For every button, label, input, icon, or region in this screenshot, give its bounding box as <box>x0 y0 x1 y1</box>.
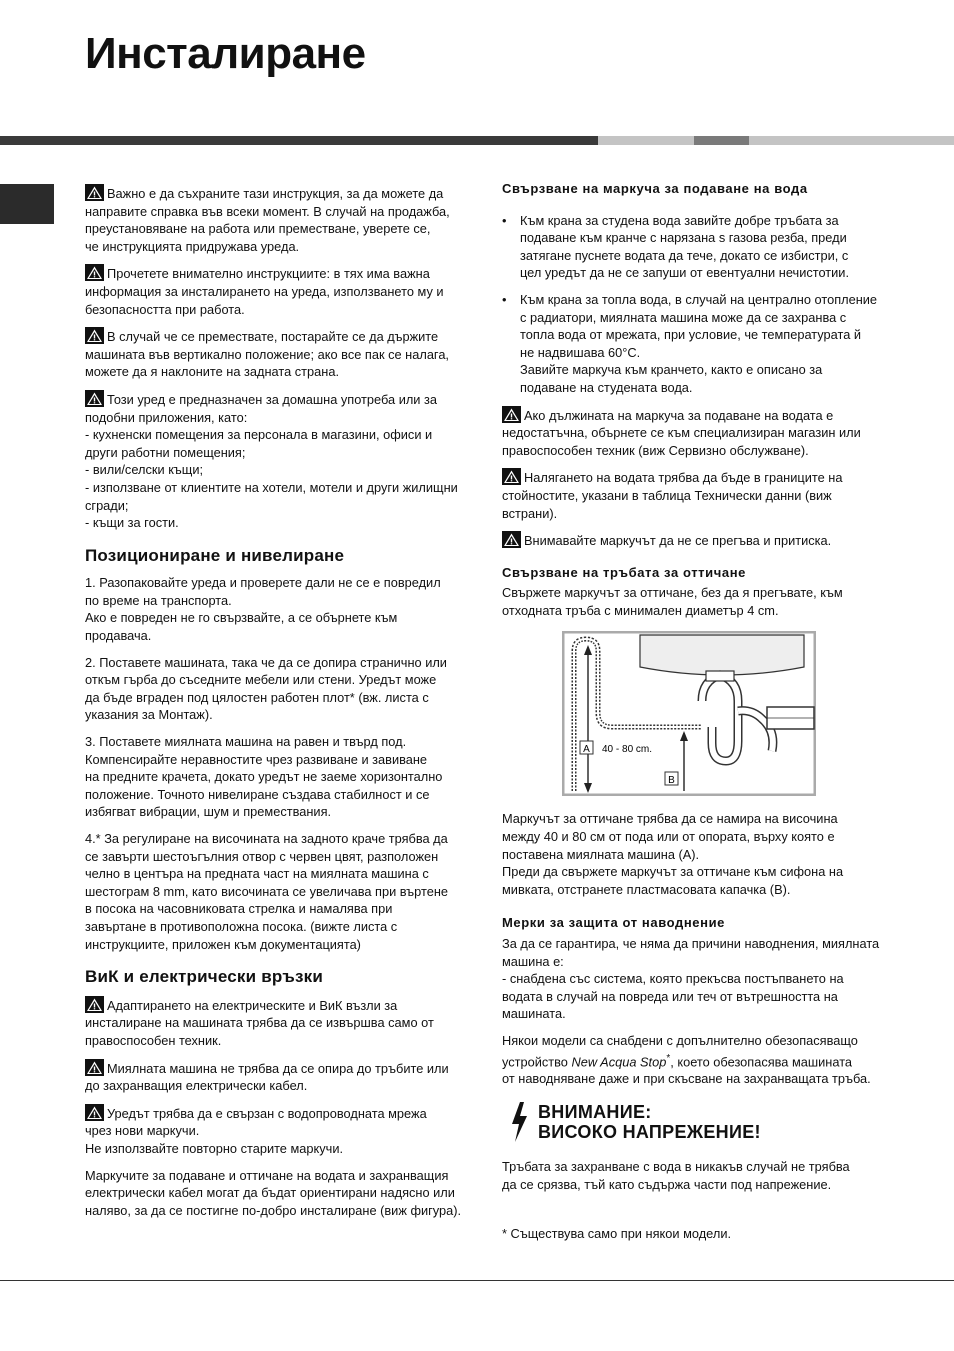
warning-icon <box>85 996 104 1013</box>
positioning-step-3 <box>85 733 465 821</box>
header-rule-light-end <box>749 136 954 145</box>
warning-icon <box>85 264 104 281</box>
page-title: Инсталиране <box>85 29 366 78</box>
warning-icon <box>85 184 104 201</box>
warning-icon <box>502 468 521 485</box>
text-line: Към крана за топла вода, в случай на централно отопление <box>520 291 878 307</box>
text-line: стойностите, указани в таблица Технически данни (виж <box>502 487 832 503</box>
language-tab <box>0 184 54 224</box>
text-line: можете да я наклоните на задната страна. <box>85 364 340 380</box>
warning-icon <box>85 327 104 344</box>
positioning-step-4 <box>85 830 465 953</box>
section-heading-positioning: Позициониране и нивелиране <box>85 545 345 565</box>
text-line: Внимавайте маркучът да не се прегъва и притиска. <box>502 531 882 550</box>
text-line: че инструкцията придружава уреда. <box>85 238 300 254</box>
section-heading-drain: Свързване на тръбата за оттичане <box>502 564 746 580</box>
warning-new-hoses <box>85 1104 465 1158</box>
text-line: Важно е да съхраните тази инструкция, за да можете да <box>85 184 465 203</box>
text-line: Преди да свържете маркучът за оттичане към сифона на <box>502 864 844 880</box>
warning-domestic-use <box>85 390 465 532</box>
text-line: до захранващия електрически кабел. <box>85 1078 308 1094</box>
text-line: Налягането на водата трябва да бъде в границите на <box>502 468 882 487</box>
list-item-hot-water: • Към крана за топла вода, в случай на централно отопление с радиатори, миялната машина може да се захранва с топла вода от мрежата, при условие, че температурата й не надвишава 60°C. Завийте маркуча към кранчето, както е описано за подаване на студената вода. <box>502 291 882 397</box>
text-line: между 40 и 80 см от пода или от опората, върху която е <box>502 829 835 845</box>
text-line: инсталиране на машината трябва да се извършва само от <box>85 1015 434 1031</box>
text-line: встрани). <box>502 505 558 521</box>
text-line: указания за Монтаж). <box>85 707 213 723</box>
text-line: Свържете маркучът за оттичане, без да я прегъвате, към <box>502 585 843 601</box>
label-a: A <box>583 744 590 756</box>
text-line: на предните крачета, докато уредът не заеме хоризонтално <box>85 769 443 785</box>
text-line: Маркучът за оттичане трябва да се намира на височина <box>502 811 838 827</box>
text-line: информация за инсталирането на уреда, използването му и <box>85 283 444 299</box>
flood-protection-text <box>502 935 882 1023</box>
acqua-stop-text: Някои модели са снабдени с допълнително обезопасяващо устройство New Acqua Stop*, което обезопасява машината от наводняване даже и при скъсване на захранващата тръба. <box>502 1033 871 1087</box>
text-line: безопасността при работа. <box>85 301 245 317</box>
header-rule-dark <box>0 136 598 145</box>
text-line: водата в случай на повреда или теч от вътрешността на <box>502 988 838 1004</box>
text-line: затягане пуснете водата да тече, докато се избистри, с <box>520 247 849 263</box>
text-line: шестограм 8 mm, като височината се увеличава при въртене <box>85 883 449 899</box>
text-line: Към крана за студена вода завийте добре тръбата за <box>520 212 839 228</box>
text-line: инструкциите, приложен към документацията) <box>85 936 361 952</box>
text-line: машината във вертикално положение; ако все пак се налага, <box>85 346 449 362</box>
text-line: - вили/селски къщи; <box>85 462 204 478</box>
drain-hose-diagram <box>562 631 816 796</box>
text-line: В случай че се премествате, постарайте се да държите <box>85 327 465 346</box>
footnote: * Съществува само при някои модели. <box>502 1226 732 1242</box>
text-line: 4.* За регулиране на височината на задното краче трябва да <box>85 831 448 846</box>
warning-qualified-technician <box>85 996 465 1050</box>
text-line: положение. Точното нивелиране създава стабилност и се <box>85 786 430 802</box>
text-line: подаване на студената вода. <box>520 379 693 395</box>
text-line: се завърти шестоъгълния отвор с червен цвят, разположен <box>85 848 439 864</box>
text-line: - кухненски помещения за персонала в магазини, офиси и <box>85 427 433 443</box>
section-heading-plumbing: ВиК и електрически връзки <box>85 967 324 987</box>
text-line: наляво, за да се постигне по-добро инсталиране (виж фигура). <box>85 1202 462 1218</box>
warning-keep-instructions <box>85 184 465 255</box>
warning-moving <box>85 327 465 381</box>
text-line: Ако дължината на маркуча за подаване на водата е <box>502 406 882 425</box>
text-line: направите справка във всеки момент. В случай на продажба, <box>85 203 450 219</box>
left-column <box>85 184 465 1228</box>
warning-icon <box>502 531 521 548</box>
text-line: поставена миялната машина (A). <box>502 846 700 862</box>
text-line: - снабдена със система, която прекъсва постъпването на <box>502 971 844 987</box>
warning-pipes-cable <box>85 1059 465 1095</box>
text-line: Не използвайте повторно старите маркучи. <box>85 1140 344 1156</box>
text-line: по време на транспорта. <box>85 592 232 608</box>
text-line: Миялната машина не трябва да се опира до тръбите или <box>85 1059 465 1078</box>
text-line: подобни приложения, като: <box>85 409 248 425</box>
text-line: цел уредът да не се запуши от евентуални нечистотии. <box>520 265 850 281</box>
water-supply-list <box>502 212 882 397</box>
text-line: завъртане в противоположна посока. (вижте листа с <box>85 918 398 934</box>
text-line: да бъде вграден под цялостен работен плот* (вж. листа с <box>85 689 429 705</box>
warning-read-instructions <box>85 264 465 318</box>
positioning-step-1 <box>85 574 465 644</box>
lightning-bolt-icon <box>510 1102 528 1142</box>
footer-rule <box>0 1280 954 1281</box>
warning-icon <box>85 390 104 407</box>
text-line: 2. Поставете машината, така че да се допира странично или <box>85 654 447 670</box>
text-line: електрически кабел могат да бъдат ориентирани надясно или <box>85 1185 455 1201</box>
text-line: топла вода от мрежата, при условие, че температурата й <box>520 327 862 343</box>
acqua-stop-brand: New Acqua Stop <box>571 1053 667 1069</box>
text-line: Компенсирайте неравностите чрез развиване и завиване <box>85 751 428 767</box>
warning-icon <box>85 1059 104 1076</box>
drain-connection-text <box>502 584 882 619</box>
text-line: За да се гарантира, че няма да причини наводнения, миялната <box>502 936 880 952</box>
text-line: машината. <box>502 1006 566 1022</box>
height-range-label: 40 - 80 cm. <box>602 744 653 756</box>
text-line: Уредът трябва да е свързан с водопроводната мрежа <box>85 1104 465 1123</box>
high-voltage-title-1: ВНИМАНИЕ: <box>538 1102 652 1123</box>
drain-height-text <box>502 810 882 898</box>
text-line: машина е: <box>502 953 564 969</box>
text-line: откъм гърба до съседните мебели или стени. Уредът може <box>85 672 437 688</box>
text-line: правоспособен техник. <box>85 1032 222 1048</box>
text-line: мивката, отстранете пластмасовата капачка (B). <box>502 881 791 897</box>
text-line: в посока на часовниковата стрелка и намалява при <box>85 901 393 917</box>
high-voltage-text <box>502 1158 882 1193</box>
hoses-orientation-text <box>85 1167 465 1220</box>
text-line: продавача. <box>85 628 152 644</box>
text-line: преустановяване на работа или преместване, уверете се, <box>85 221 431 237</box>
text-line: - къщи за гости. <box>85 515 179 531</box>
warning-icon <box>502 406 521 423</box>
text-line: челно в центъра на предната част на миялната машина с <box>85 866 429 882</box>
text-line: Тръбата за захранване с вода в никакъв случай не трябва <box>502 1159 850 1175</box>
machine-tank <box>640 635 804 675</box>
header-rule-mid <box>694 136 749 145</box>
text-line: Ако е повреден не го свързвайте, а се обърнете към <box>85 610 398 626</box>
text-line: правоспособен техник (виж Сервизно обслужване). <box>502 442 809 458</box>
text-line: да се срязва, тъй като съдържа части под напрежение. <box>502 1176 832 1192</box>
text-line: Прочетете внимателно инструкциите: в тях има важна <box>85 264 465 283</box>
right-column <box>502 180 882 1243</box>
text-line: не надвишава 60°C. <box>520 344 641 360</box>
warning-hose-kink <box>502 531 882 550</box>
section-heading-water-supply: Свързване на маркуча за подаване на вода <box>502 181 808 196</box>
warning-icon <box>85 1104 104 1121</box>
positioning-step-2 <box>85 654 465 724</box>
text-line: с радиатори, миялната машина може да се захранва с <box>520 309 847 325</box>
text-line: други работни помещения; <box>85 444 246 460</box>
header-rule-light <box>598 136 694 145</box>
warning-hose-length <box>502 406 882 460</box>
text-line: чрез нови маркучи. <box>85 1123 200 1139</box>
warning-water-pressure <box>502 468 882 522</box>
text-line: недостатъчна, обърнете се към специализиран магазин или <box>502 425 861 441</box>
high-voltage-title-2: ВИСОКО НАПРЕЖЕНИЕ! <box>538 1122 761 1143</box>
text-line: Този уред е предназначен за домашна употреба или за <box>85 390 465 409</box>
text-line: - използване от клиентите на хотели, мотели и други жилищни <box>85 479 458 495</box>
list-item-cold-water: • Към крана за студена вода завийте добре тръбата за подаване към кранче с нарязана s газова резба, преди затягане пуснете водата да тече, докато се избистри, с цел уредът да не се запуши от евентуални нечистотии. <box>502 212 882 282</box>
text-line: Адаптирането на електрическите и ВиК възли за <box>85 996 465 1015</box>
text-line: 3. Поставете миялната машина на равен и твърд под. <box>85 734 407 750</box>
text-line: подаване към кранче с нарязана s газова резба, преди <box>520 230 847 246</box>
text-line: 1. Разопаковайте уреда и проверете дали не се е повредил <box>85 575 441 591</box>
section-heading-flood: Мерки за защита от наводнение <box>502 915 726 931</box>
label-b: B <box>668 775 675 787</box>
text-line: сгради; <box>85 497 129 513</box>
text-line: Завийте маркуча към кранчето, както е описано за <box>520 362 823 378</box>
text-line: избягват вибрации, шум и премествания. <box>85 804 332 820</box>
high-voltage-warning <box>510 1102 882 1142</box>
text-line: Маркучите за подаване и оттичане на водата и захранващия <box>85 1167 449 1183</box>
text-line: отходната тръба с минимален диаметър 4 cm. <box>502 602 779 618</box>
